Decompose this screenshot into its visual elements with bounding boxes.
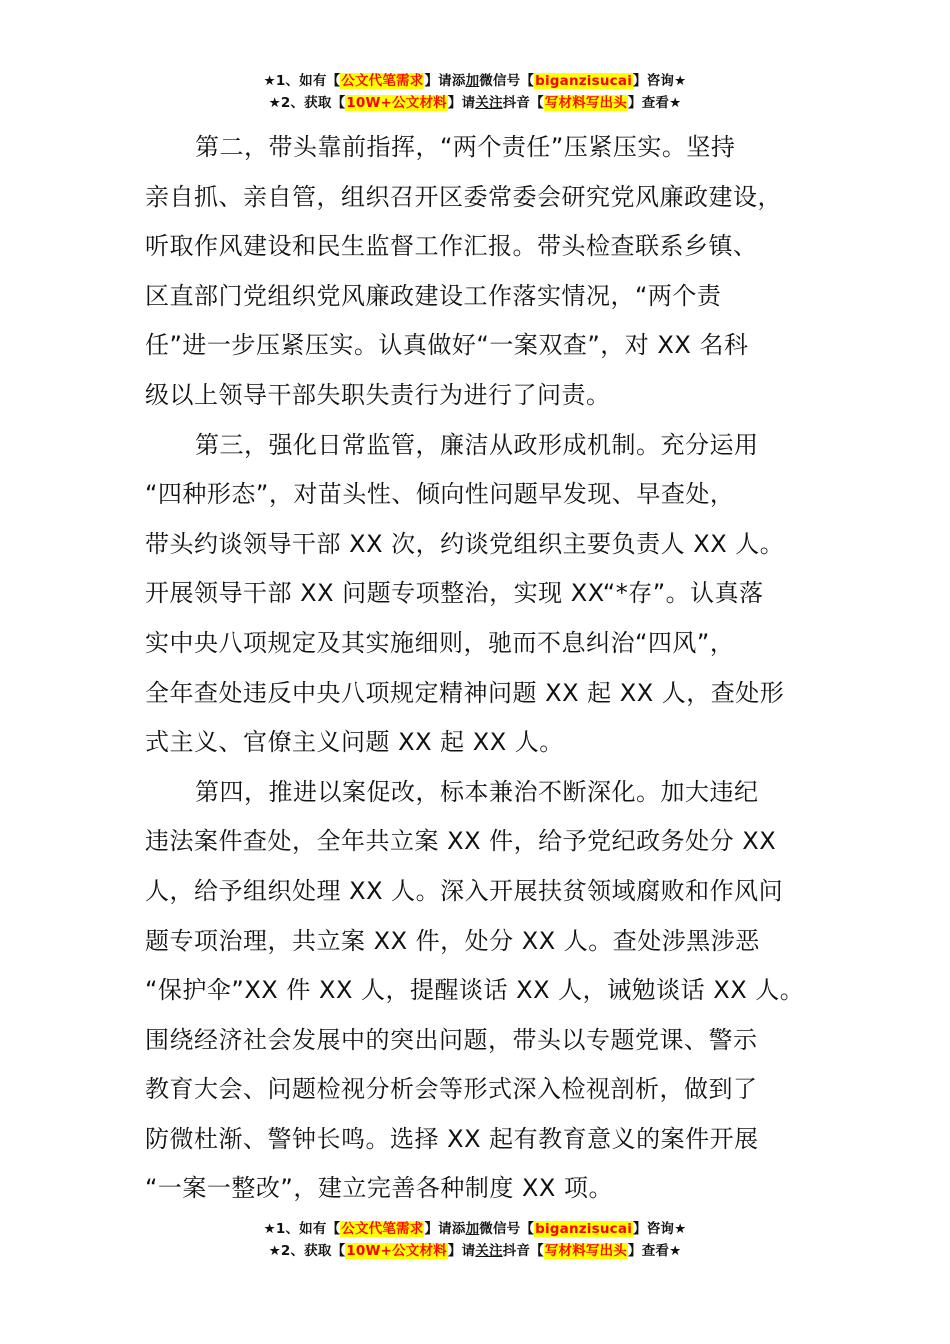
highlight-douyin-account: 写材料写出头 xyxy=(544,95,627,111)
header-banner xyxy=(0,70,950,114)
highlight-materials: 10W+公文材料 xyxy=(346,95,447,111)
text-line: 开展领导干部 XX 问题专项整治，实现 XX“*存”。认真落 xyxy=(145,579,764,608)
text-line: 全年查处违反中央八项规定精神问题 XX 起 XX 人，查处形 xyxy=(145,678,785,707)
text-line: 人，给予组织处理 XX 人。深入开展扶贫领域腐败和作风问 xyxy=(145,876,784,905)
paragraph-4 xyxy=(145,768,825,1214)
text-line: 第四，推进以案促改，标本兼治不断深化。加大违纪 xyxy=(195,777,759,806)
text-line: 第二，带头靠前指挥，“两个责任”压紧压实。坚持 xyxy=(195,133,736,161)
text-line: 教育大会、问题检视分析会等形式深入检视剖析，做到了 xyxy=(145,1075,758,1104)
text-line: 防微杜渐、警钟长鸣。选择 XX 起有教育意义的案件开展 xyxy=(145,1124,759,1153)
text-line: 围绕经济社会发展中的突出问题，带头以专题党课、警示 xyxy=(145,1025,758,1054)
paragraph-2 xyxy=(145,123,825,421)
document-body xyxy=(145,123,825,1214)
text-line: 第三，强化日常监管，廉洁从政形成机制。充分运用 xyxy=(195,430,759,459)
footer-banner xyxy=(0,1218,950,1262)
highlight-service: 公文代笔需求 xyxy=(341,1221,424,1237)
text-line: 区直部门党组织党风廉政建设工作落实情况，“两个责 xyxy=(145,281,722,310)
highlight-douyin-account: 写材料写出头 xyxy=(544,1243,627,1259)
text-line: “四种形态”，对苗头性、倾向性问题早发现、早查处， xyxy=(145,480,735,509)
banner-line-1: ★1、如有【公文代笔需求】请添加微信号【biganzisucai】咨询★ xyxy=(263,1221,687,1237)
text-line: “一案一整改”，建立完善各种制度 XX 项。 xyxy=(145,1174,614,1203)
banner-line-2: ★2、获取【10W+公文材料】请关注抖音【写材料写出头】查看★ xyxy=(268,95,682,111)
text-line: 题专项治理，共立案 XX 件，处分 XX 人。查处涉黑涉恶 xyxy=(145,926,760,955)
text-line: 级以上领导干部失职失责行为进行了问责。 xyxy=(145,380,611,409)
text-line: 任”进一步压紧压实。认真做好“一案双查”，对 XX 名科 xyxy=(145,331,749,360)
highlight-wechat-id: biganzisucai xyxy=(535,73,633,89)
text-line: 听取作风建设和民生监督工作汇报。带头检查联系乡镇、 xyxy=(145,232,758,261)
text-line: “保护伞”XX 件 XX 人，提醒谈话 XX 人，诫勉谈话 XX 人。 xyxy=(145,976,805,1005)
highlight-service: 公文代笔需求 xyxy=(341,73,424,89)
text-line: 带头约谈领导干部 XX 次，约谈党组织主要负责人 XX 人。 xyxy=(145,529,785,558)
text-line: 违法案件查处，全年共立案 XX 件，给予党纪政务处分 XX xyxy=(145,827,777,856)
banner-line-1: ★1、如有【公文代笔需求】请添加微信号【biganzisucai】咨询★ xyxy=(263,73,687,89)
highlight-wechat-id: biganzisucai xyxy=(535,1221,633,1237)
text-line: 实中央八项规定及其实施细则，驰而不息纠治“四风”， xyxy=(145,628,735,657)
text-line: 式主义、官僚主义问题 XX 起 XX 人。 xyxy=(145,728,564,757)
highlight-materials: 10W+公文材料 xyxy=(346,1243,447,1259)
banner-line-2: ★2、获取【10W+公文材料】请关注抖音【写材料写出头】查看★ xyxy=(268,1243,682,1259)
paragraph-3 xyxy=(145,421,825,768)
text-line: 亲自抓、亲自管，组织召开区委常委会研究党风廉政建设， xyxy=(145,182,782,211)
